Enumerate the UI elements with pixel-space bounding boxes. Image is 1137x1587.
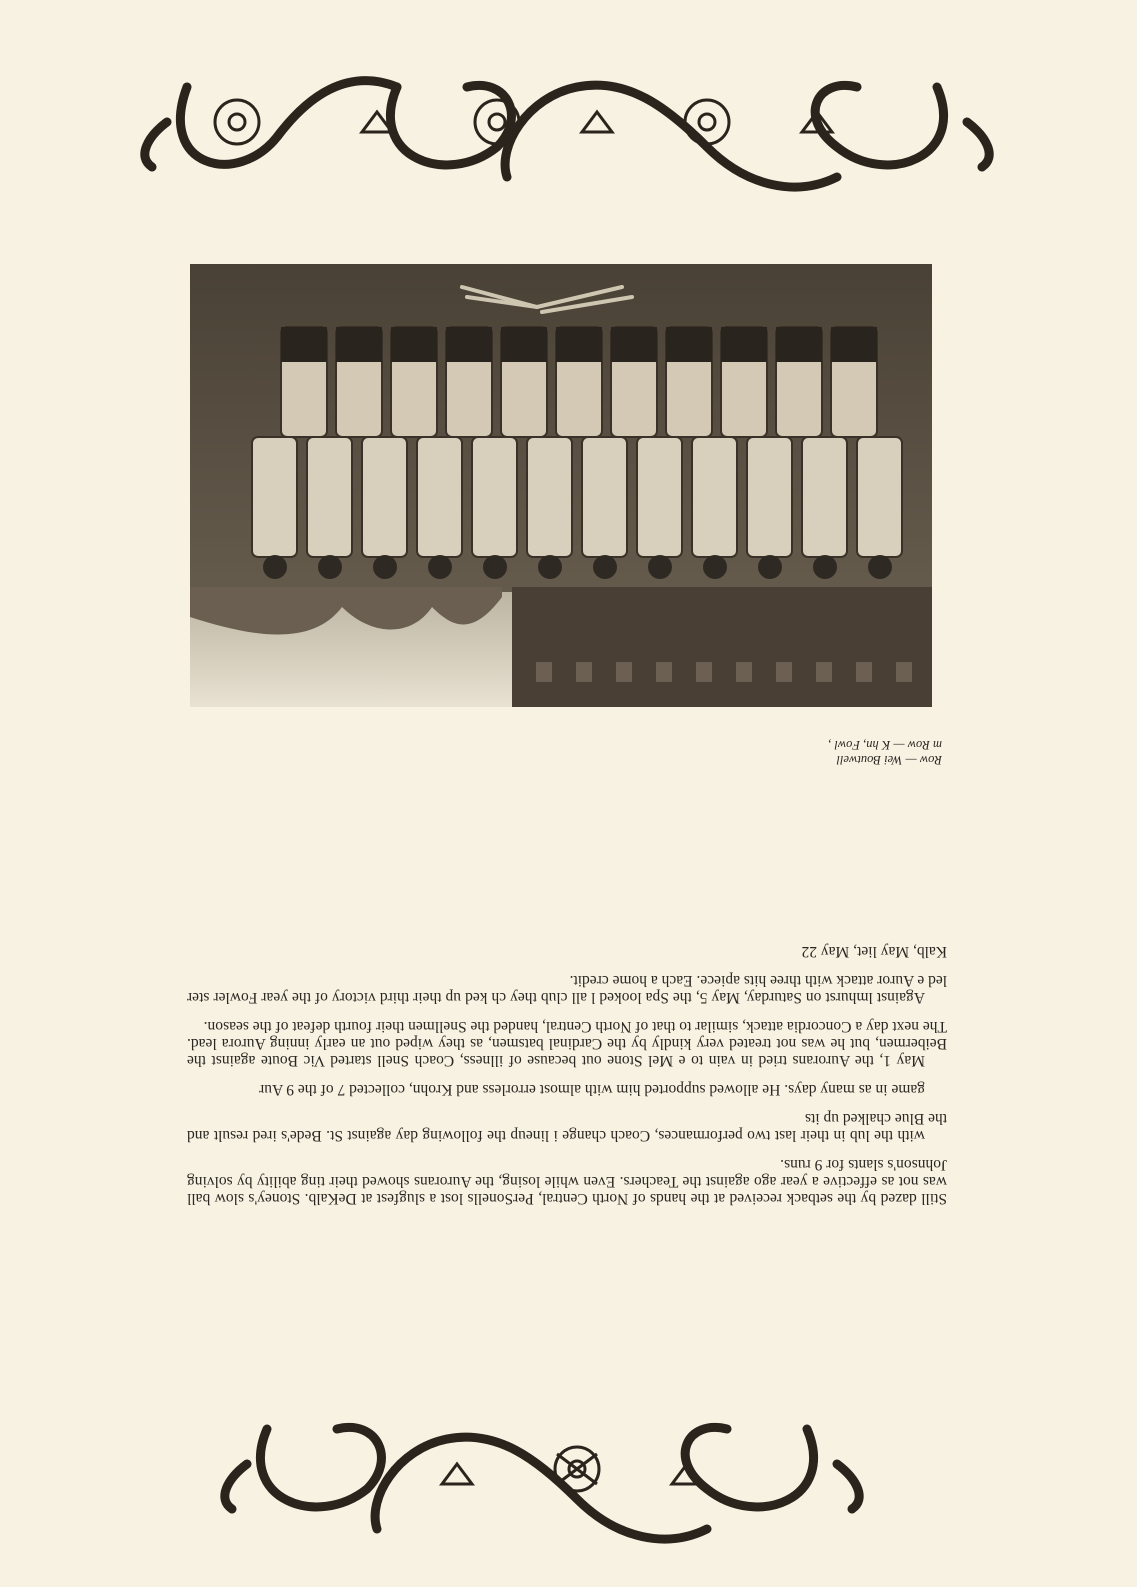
paragraph: Against lmhurst on Saturday, May 5, the Spa looked l all club they ch ked up their third victory of the year Fowler ster led e Auror attack with three hits apiece. Each a home credit. xyxy=(187,972,947,1006)
scroll-ornament-bottom xyxy=(0,47,1137,207)
paragraph: May 1, the Aurorans tried in vain to e Mel Stone out because of illness, Coach Snell started Vic Boute against the Beibermen, but he was not treated very kindly by the Cardinal batsmen, as they wiped out an early inning Aurora lead. The next day a Concordia attack, similar to that of North Central, handed the Snellmen their fourth defeat of the season. xyxy=(187,1018,947,1069)
photo-caption xyxy=(612,737,942,767)
paragraph: with the lub in their last two performances, Coach change i lineup the following day against St. Bede's ired result and the Blue chalked up its xyxy=(187,1110,947,1144)
paragraph: game in as many days. He allowed supported him with almost errorless and Krohn, collected 7 of the 9 Aur xyxy=(259,1081,925,1098)
scroll-ornament-top xyxy=(0,1399,1137,1559)
team-photo xyxy=(190,264,932,707)
paragraph: Still dazed by the setback received at the hands of North Central, PerSonells lost a slugfest at DeKalb. Stoney's slow ball was not as effective a year ago against the Teachers. Even while losing, the Aurorans showed their ting ability by solving Johnson's slants for 9 runs. xyxy=(187,1156,947,1207)
paragraph-closing: Kalb, May liet, May 22 xyxy=(801,943,947,960)
caption-line: Row — Wei Boutwell xyxy=(836,753,942,767)
caption-line: m Row — K hn, Fowl , xyxy=(828,738,942,752)
article-text xyxy=(187,931,947,1207)
